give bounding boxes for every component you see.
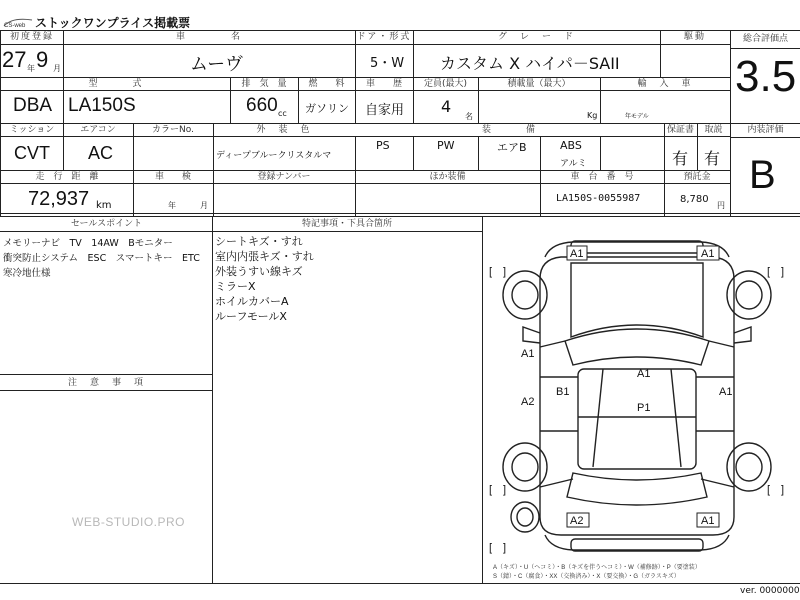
equip-pw: PW [437,139,455,152]
mark-left-rear-door: A2 [521,396,535,408]
first-reg-month-unit: 月 [53,64,61,73]
mark-roof-front: B1 [556,386,570,398]
exterior-color: ディープブルークリスタルマ [216,151,332,161]
first-reg-month: 9 [36,47,49,72]
header-grade: グ レ ー ド [497,32,575,42]
car-name: ムーヴ [190,54,244,75]
reserve-unit: 円 [717,201,725,210]
note-item: ルーフモールX [215,310,287,323]
history: 自家用 [365,103,405,118]
legend-line-1: A（キズ）・U（ヘコミ）・B（キズを伴うヘコミ）・W（補修跡）・P（要塗装） [493,565,701,571]
grade: カスタム X ハイパ－SAII [440,54,620,73]
header-notes: 特記事項・下具合箇所 [301,219,392,229]
mark-rear-right: A1 [701,515,715,527]
header-car-name: 車 名 [175,32,242,42]
mission: CVT [14,143,50,163]
displacement-unit: cc [278,109,287,118]
bracket-front-right: [ ] [767,266,785,278]
header-chassis-no: 車 台 番 号 [570,172,634,182]
header-interior-score: 内装評価 [747,125,784,135]
sheet-title: ストックワンプライス掲載票 [35,16,191,30]
model-code: LA150S [68,95,136,116]
bracket-spare: [ ] [489,542,507,554]
chassis-no: LA150S-0055987 [556,193,641,204]
logo-text: CS-web [4,23,26,29]
note-item: ホイルカバーA [215,295,289,308]
door-type: 5・W [370,56,405,71]
note-item: 室内内張キズ・すれ [215,250,314,263]
aircon: AC [88,143,114,163]
displacement: 660 [246,95,278,116]
sales-point-item: 衝突防止システム ESC スマートキー ETC [3,253,200,264]
header-aircon: エアコン [80,125,116,135]
header-sales-points: セールスポイント [70,219,143,229]
header-overall-score: 総合評価点 [742,34,788,44]
first-reg-year: 27 [2,47,27,72]
legend-line-2: S（錆）・C（腐食）・XX（交換済み）・X（要交換）・G（ガラスキズ） [493,574,680,580]
header-history: 車 歴 [365,79,402,89]
sales-point-item: メモリーナビ TV 14AW Bモニター [3,238,173,249]
header-first-reg: 初度登録 [9,32,54,42]
reserve: 8,780 [680,194,709,205]
mileage-unit: km [96,200,112,211]
inspection-year-unit: 年 [168,201,176,210]
mark-rear-left: A2 [570,515,584,527]
header-door-type: ドア・形式 [356,32,412,42]
mark-roof: P1 [637,402,651,414]
capacity-unit: 名 [465,112,473,121]
manual: 有 [704,149,721,168]
mark-front-right: A1 [701,248,715,260]
header-mileage: 走 行 距 離 [35,172,99,182]
bracket-rear-left: [ ] [489,484,507,496]
fuel: ガソリン [305,102,349,115]
note-item: ミラーX [215,280,256,293]
header-color-no: カラーNo. [152,125,194,135]
inspection-month-unit: 月 [200,201,208,210]
header-other-equip: ほか装備 [429,172,466,182]
watermark: WEB-STUDIO.PRO [72,515,186,529]
sales-point-item: 寒冷地仕様 [3,268,51,279]
mark-right-side: A1 [719,386,733,398]
equip-abs: ABS [560,139,582,152]
mark-hood: A1 [637,368,651,380]
equip-alumi: アルミ [560,159,587,169]
equip-airbag: エアB [497,141,527,154]
warranty: 有 [672,149,689,168]
interior-score: B [749,153,776,197]
header-reserve: 預託金 [683,172,711,182]
import-unit: 年モデル [625,113,649,120]
brand-logo [2,14,34,29]
first-reg-year-unit: 年 [27,64,35,73]
note-item: シートキズ・すれ [215,235,303,248]
header-exterior-color: 外 装 色 [256,125,312,135]
document-id: ver. 0000000 [740,586,800,596]
notes-list [215,234,314,324]
overall-score: 3.5 [735,52,797,101]
header-drive: 駆動 [683,32,706,42]
mark-front-left: A1 [570,248,584,260]
header-load: 積載量（最大） [507,79,571,89]
header-equipment: 装 備 [481,125,537,135]
load-unit: Kg [587,111,598,120]
note-item: 外装うすい線キズ [215,265,303,278]
header-caution: 注 意 事 項 [67,378,145,388]
header-displacement: 排 気 量 [241,79,287,89]
header-fuel: 燃 料 [308,79,345,89]
header-warranty: 保証書 [666,125,694,135]
mark-left-front-door: A1 [521,348,535,360]
model-prefix: DBA [13,95,53,116]
mileage: 72,937 [28,188,90,210]
header-model: 型 式 [88,79,144,89]
header-inspection: 車 検 [154,172,191,182]
capacity: 4 [441,97,452,116]
header-manual: 取説 [704,125,723,135]
header-capacity: 定員(最大) [423,79,468,89]
header-mission: ミッション [9,125,55,135]
bracket-rear-right: [ ] [767,484,785,496]
equip-ps: PS [376,139,390,152]
header-import: 輸 入 車 [637,79,693,89]
bracket-front-left: [ ] [489,266,507,278]
sales-points-list [3,236,200,281]
header-plate-no: 登録ナンバー [257,172,311,182]
damage-diagram [483,217,800,583]
